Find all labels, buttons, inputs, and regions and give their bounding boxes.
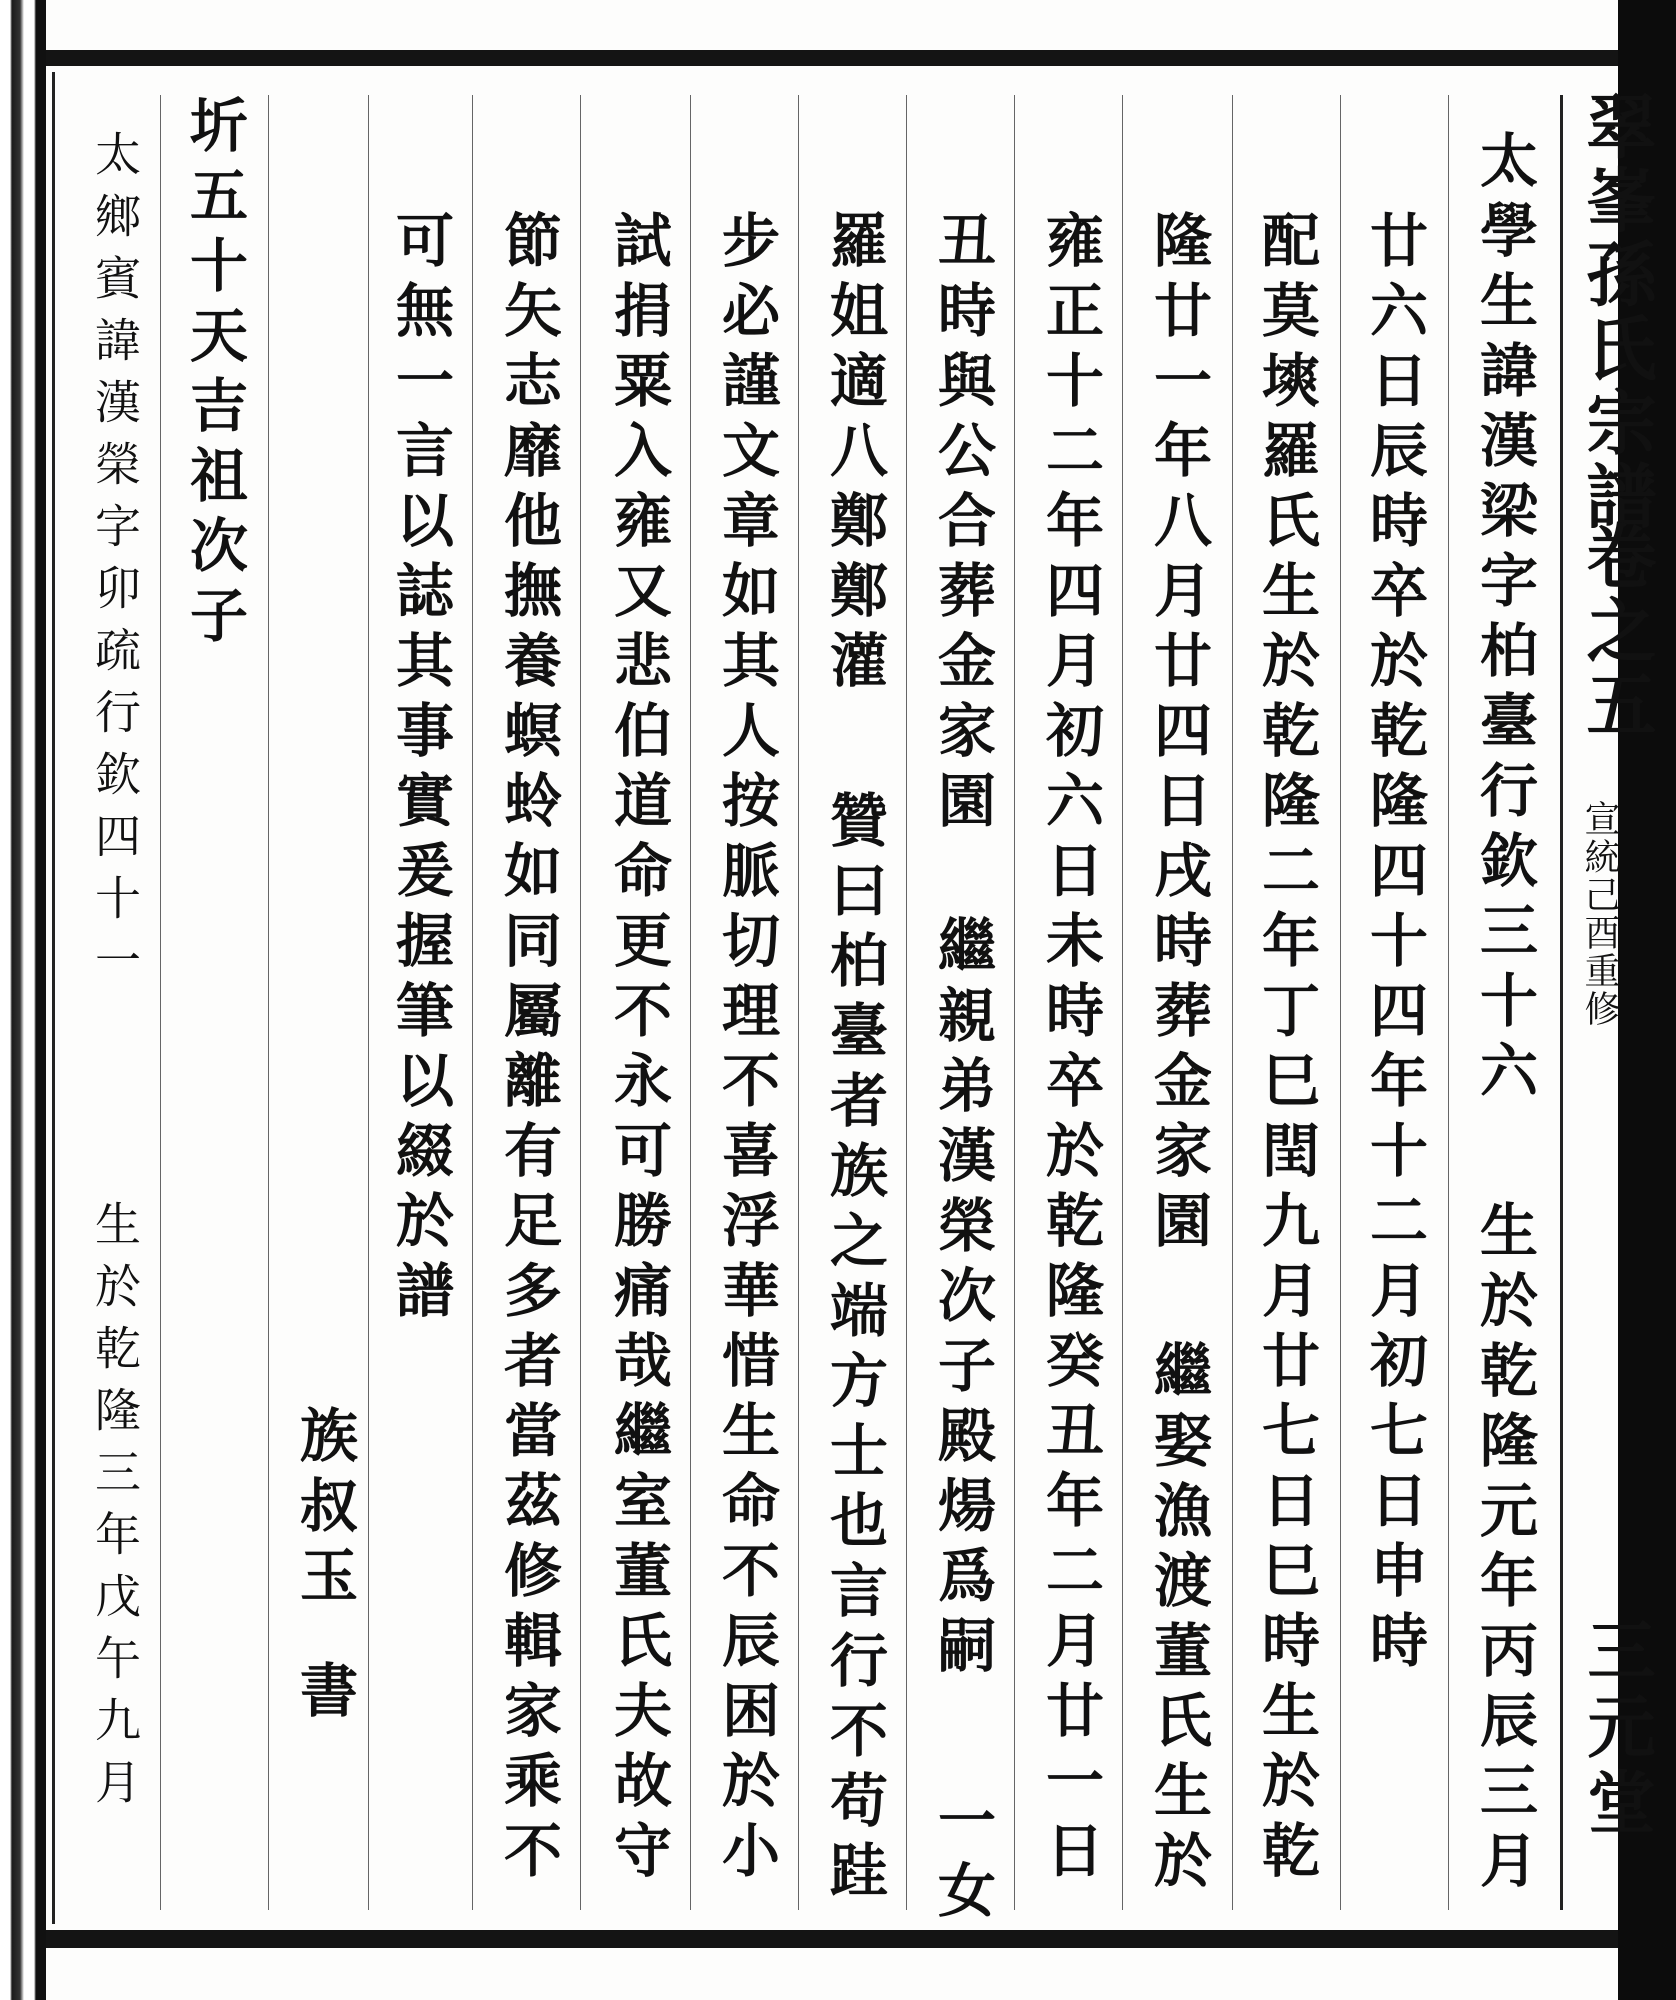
text-column-3: 配莫塽羅氏生於乾隆二年丁巳閏九月廿七日巳時生於乾: [1252, 210, 1320, 1890]
left-binding-edge: [0, 0, 46, 2000]
text-column-11: 可無一言以誌其事實爰握筆以綴於譜: [386, 210, 454, 1330]
text-column-4-top: 隆廿一年八月廿四日戌時葬金家園: [1144, 210, 1212, 1260]
margin-hall-name: 三元堂: [1576, 1615, 1656, 1843]
column-divider: [798, 95, 799, 1910]
text-column-13-bottom: 生於乾隆三年戊午九月: [88, 1200, 142, 1820]
column-divider: [1122, 95, 1123, 1910]
text-column-10: 節矢志靡他撫養螟蛉如同屬離有足多者當茲修輯家乘不: [494, 210, 562, 1890]
text-column-6-end: 一女: [928, 1790, 996, 1930]
text-column-8: 步必謹文章如其人按脈切理不喜浮華惜生命不辰困於小: [712, 210, 780, 1890]
margin-title: 翠峯孫氏宗譜: [1575, 90, 1658, 534]
column-divider: [580, 95, 581, 1910]
column-divider: [906, 95, 907, 1910]
top-border-rule: [46, 50, 1618, 66]
column-divider: [160, 95, 161, 1910]
text-column-7-top: 羅姐適八鄭鄭灌: [820, 210, 888, 700]
text-column-6-mid: 繼親弟漢榮次子殿煬爲嗣: [928, 915, 996, 1685]
author-write: 書: [290, 1660, 358, 1730]
text-column-9: 試捐粟入雍又悲伯道命更不永可勝痛哉繼室董氏夫故守: [604, 210, 672, 1890]
text-column-13-top: 太鄉賓諱漢榮字卯疏行欽四十一: [88, 130, 142, 998]
center-fold-line: [1560, 95, 1563, 1910]
column-divider: [1232, 95, 1233, 1910]
text-column-4-bottom: 繼娶漁渡董氏生於: [1144, 1340, 1212, 1900]
column-divider: [690, 95, 691, 1910]
bottom-border-rule: [46, 1930, 1618, 1948]
column-divider: [1340, 95, 1341, 1910]
text-column-14: 圻五十天吉祖次子: [180, 95, 248, 655]
column-divider: [1448, 95, 1449, 1910]
text-column-1-top: 太學生諱漢梁字柏臺行欽三十六: [1470, 130, 1538, 1110]
text-column-7-bottom: 贊曰柏臺者族之端方士也言行不苟跬: [820, 790, 888, 1910]
margin-volume: 卷之五: [1575, 520, 1658, 742]
text-column-5: 雍正十二年四月初六日未時卒於乾隆癸丑年二月廿一日: [1036, 210, 1104, 1890]
author-name: 族叔玉: [290, 1405, 358, 1615]
column-divider: [268, 95, 269, 1910]
column-divider: [368, 95, 369, 1910]
text-column-2: 廿六日辰時卒於乾隆四十四年十二月初七日申時: [1360, 210, 1428, 1680]
text-column-1-bottom: 生於乾隆元年丙辰三月: [1470, 1200, 1538, 1900]
margin-edition: 宣統己酉重修: [1579, 800, 1620, 1028]
column-divider: [472, 95, 473, 1910]
text-column-6-top: 丑時與公合葬金家園: [928, 210, 996, 840]
column-divider: [1014, 95, 1015, 1910]
